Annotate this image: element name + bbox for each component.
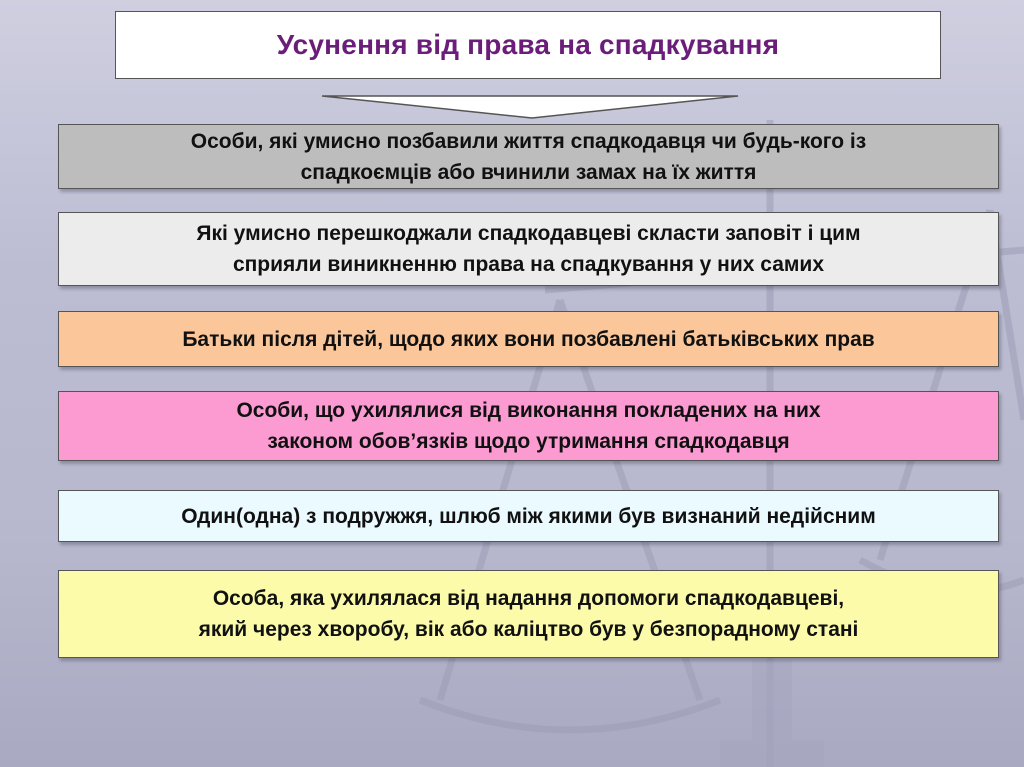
exclusion-item-5: [58, 490, 999, 542]
exclusion-item-6: [58, 570, 999, 658]
title-box: [115, 11, 941, 79]
exclusion-item-text: Батьки після дітей, щодо яких вони позбавлені батьківських прав: [182, 327, 875, 351]
exclusion-item-2: [58, 212, 999, 286]
down-arrow-icon: [320, 94, 740, 120]
page-title: Усунення від права на спадкування: [276, 29, 780, 60]
exclusion-item-1: [58, 124, 999, 189]
exclusion-item-text: Один(одна) з подружжя, шлюб між якими був визнаний недійсним: [181, 504, 876, 528]
exclusion-item-text: Особи, що ухилялися від виконання покладених на них законом обов’язків щодо утримання спадкодавця: [236, 399, 821, 453]
exclusion-item-text: Особа, яка ухилялася від надання допомоги спадкодавцеві, який через хворобу, вік або каліцтво був у безпорадному стані: [198, 587, 859, 641]
exclusion-item-text: Особи, які умисно позбавили життя спадкодавця чи будь-кого із спадкоємців або вчинили замах на їх життя: [190, 129, 867, 184]
exclusion-item-text: Які умисно перешкоджали спадкодавцеві скласти заповіт і цим сприяли виникненню права на спадкування у них самих: [196, 222, 861, 276]
exclusion-item-3: [58, 311, 999, 367]
exclusion-item-4: [58, 391, 999, 461]
